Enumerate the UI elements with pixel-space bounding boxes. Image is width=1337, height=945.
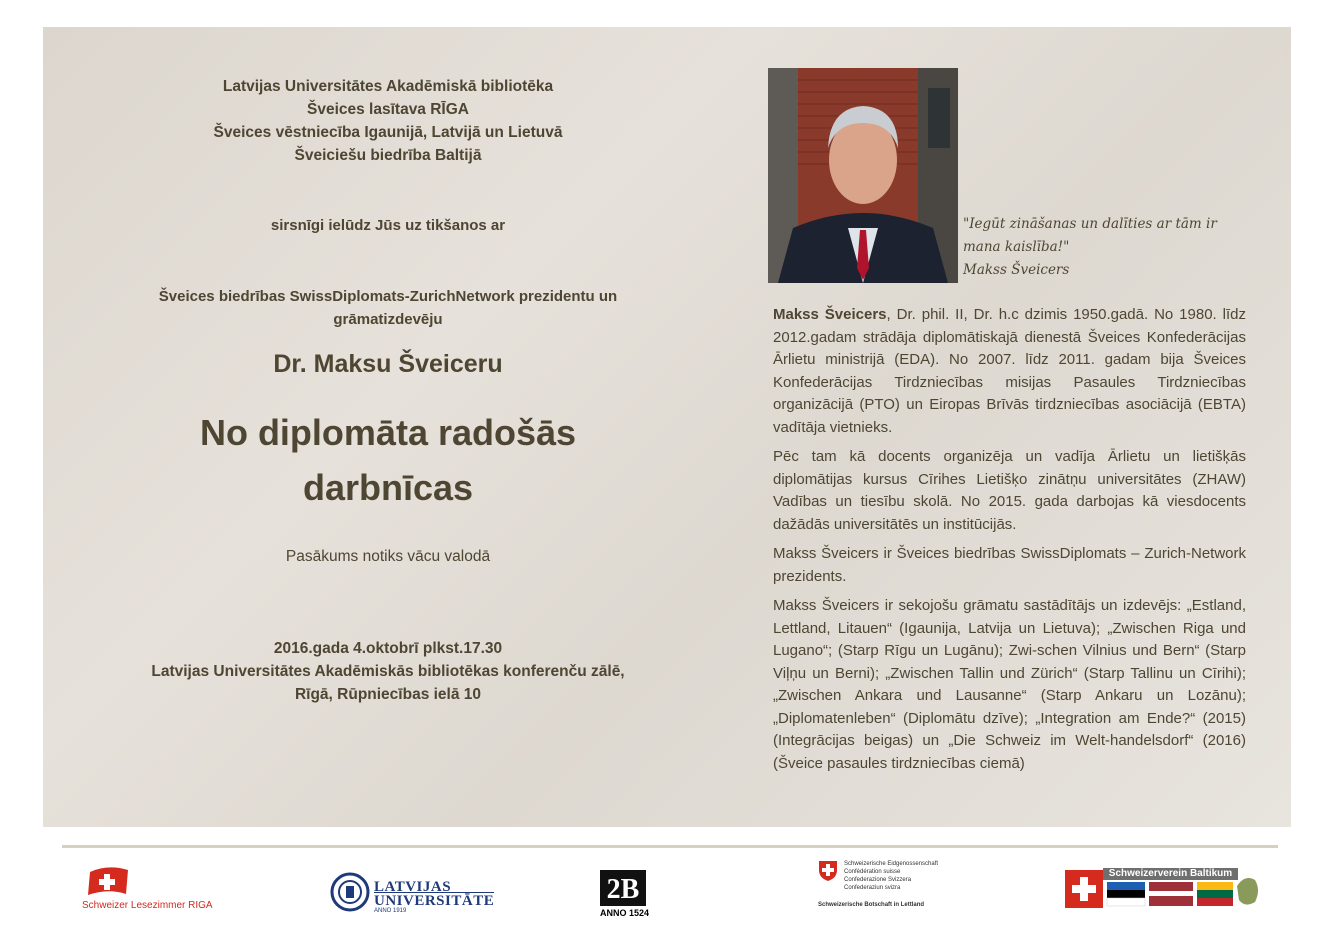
event-address: Rīgā, Rūpniecības ielā 10 <box>294 686 482 703</box>
confed-line: Confédération suisse <box>844 869 901 875</box>
president-line: Šveices biedrības SwissDiplomats-ZurichNetwork prezidentu un grāmatizdevēju <box>158 288 618 328</box>
quote <box>963 213 1253 282</box>
event-date: 2016.gada 4.oktobrī plkst.17.30 <box>273 640 503 657</box>
lesezimmer-logo <box>82 862 222 912</box>
event-venue: Latvijas Universitātes Akadēmiskās bibliotēkas konferenču zālē, <box>151 663 625 680</box>
swiss-embassy-logo <box>818 860 978 912</box>
bio-text: , Dr. phil. II, Dr. h.c dzimis 1950.gadā. No 1980. līdz 2012.gadam strādāja diplomātiskajā dienestā Šveices Konfederācijas Ārlietu ministrijā (EDA). No 2007. līdz 2011. gadam bija Šveices Konfederācijas Tirdzniecības misijas Pasaules Tirdzniecības organizācijā (PTO) un Eiropas Brīvās tirdzniecības asociācijā (EBTA) vadītāja vietnieks. <box>773 306 1246 436</box>
confed-line: Confederazione Svizzera <box>844 877 912 883</box>
library-emblem-icon <box>600 870 646 906</box>
quote-author: Makss Šveicers <box>963 262 1070 278</box>
bio-name: Makss Šveicers <box>773 306 887 323</box>
quote-text: "Iegūt zināšanas un dalīties ar tām ir mana kaislība!" <box>963 216 1217 255</box>
verein-name: Schweizerverein Baltikum <box>1103 868 1238 880</box>
confed-line: Schweizerische Eidgenossenschaft <box>844 861 939 867</box>
university-anno: ANNO 1919 <box>374 908 407 914</box>
confed-line: Confederaziun svizra <box>844 885 901 891</box>
university-seal-icon <box>330 870 370 914</box>
invite-text: sirsnīgi ielūdz Jūs uz tikšanos ar <box>270 217 506 234</box>
organizer-line: Šveiciešu biedrība Baltijā <box>294 147 482 164</box>
university-name-line1: LATVIJAS <box>374 879 452 895</box>
confederation-names <box>844 860 938 892</box>
bio-paragraph <box>773 304 1246 439</box>
language-note: Pasākums notiks vācu valodā <box>285 548 491 565</box>
svg-text:2B: 2B <box>606 874 640 905</box>
bio-paragraph: Makss Šveicers ir Šveices biedrības SwissDiplomats – Zurich-Network prezidents. <box>773 545 1246 585</box>
bio-paragraph: Makss Šveicers ir sekojošu grāmatu sastādītājs un izdevējs: „Estland, Lettland, Litauen“ (Igaunija, Latvija un Lietuva); „Zwischen Riga und Lugano“; (Starp Rīgu un Lugānu); Zwi-schen Vilnius und Bern“ (Starp Viļņu un Berni); „Zwischen Tallin und Zürich“ (Starp Tallinu un Cīrihi); „Zwischen Ankara und Lausanne“ (Starp Ankaru un Lozānu); „Diplomatenleben“ (Diplomātu dzīve); „Integration am Ende?“ (2015) (Integrācijas beigas) un „Die Schweiz im Welt-handelsdorf“ (2016) (Šveice pasaules tirdzniecības ciemā) <box>773 597 1246 772</box>
lesezimmer-caption: Schweizer Lesezimmer RIGA <box>82 900 213 911</box>
schweizerverein-logo <box>1065 866 1263 910</box>
invitation-card <box>43 27 1291 827</box>
speaker-photo <box>768 68 958 283</box>
university-logo <box>330 870 495 918</box>
library-anno: ANNO 1524 <box>600 908 650 918</box>
swiss-flag-icon <box>82 862 136 898</box>
organizer-line: Šveices lasītava RĪGA <box>307 101 469 118</box>
organizer-line: Šveices vēstniecība Igaunijā, Latvijā un Lietuvā <box>213 124 563 141</box>
biography <box>773 304 1246 782</box>
speaker-name: Dr. Maksu Šveiceru <box>273 350 503 378</box>
swiss-shield-icon <box>818 860 838 882</box>
organizers-block <box>43 75 733 167</box>
embassy-name: Schweizerische Botschaft in Lettland <box>818 902 925 908</box>
event-title: No diplomāta radošās darbnīcas <box>199 412 577 508</box>
organizer-line: Latvijas Universitātes Akadēmiskā bibliotēka <box>222 78 554 95</box>
library-logo <box>600 870 648 918</box>
bio-paragraph: Pēc tam kā docents organizēja un vadīja Ārlietu un lietišķās diplomātijas kursus Cīrihes Lietišķo zinātņu universitātes (ZHAW) Vadības un tiesību skolā. No 2015. gada darbojas kā viesdocents dažādās universitātēs un institūcijās. <box>773 448 1246 533</box>
divider <box>62 845 1278 848</box>
university-name-line2: UNIVERSITĀTE <box>374 893 495 909</box>
event-details <box>43 637 733 706</box>
